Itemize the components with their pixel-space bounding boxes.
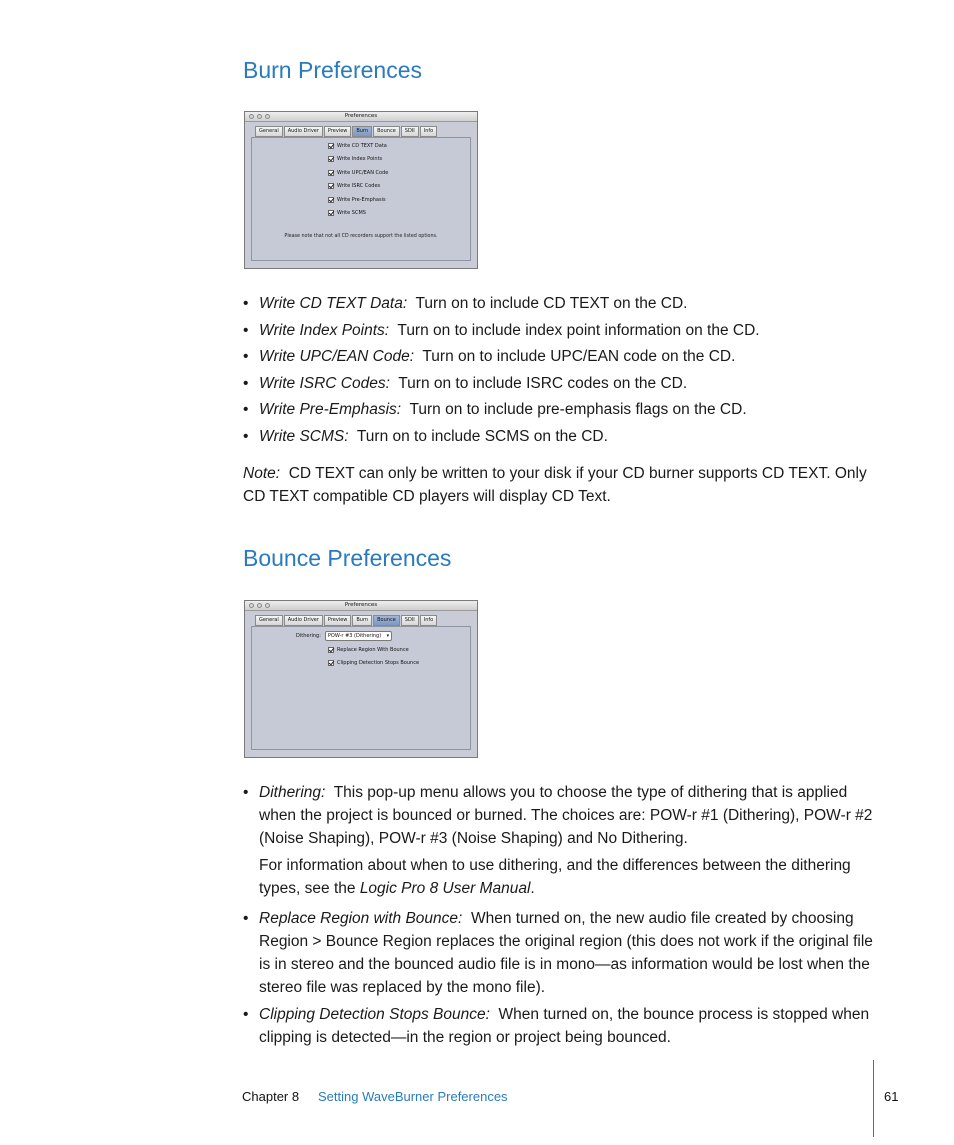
bounce-preferences-screenshot (244, 600, 478, 758)
preferences-tabs (255, 126, 437, 137)
dithering-select: POW-r #3 (Dithering) ▾ (325, 631, 392, 641)
tab-preview: Preview (324, 615, 351, 626)
window-title: Preferences (344, 113, 378, 119)
tab-burn: Burn (352, 615, 372, 626)
burn-options-panel (251, 137, 471, 261)
burn-preferences-screenshot (244, 111, 478, 269)
tab-bounce: Bounce (373, 615, 400, 626)
tab-preview: Preview (324, 126, 351, 137)
option-write-scms: Write SCMS (328, 210, 366, 216)
bounce-preferences-heading: Bounce Preferences (243, 545, 452, 571)
tab-burn: Burn (352, 126, 372, 137)
tab-info: Info (420, 615, 437, 626)
checkbox-checked-icon (328, 143, 334, 149)
list-item: • Write Pre-Emphasis: Turn on to include pre-emphasis flags on the CD. (243, 398, 873, 421)
option-write-upc-ean: Write UPC/EAN Code (328, 170, 388, 176)
tab-bounce: Bounce (373, 126, 400, 137)
list-item: • Dithering: This pop-up menu allows you to choose the type of dithering that is applied when the project is bounced or burned. The choices are: POW-r #1 (Dithering), POW-r #2 (Noise Shaping), POW-r #3 (Noise Shaping) and No Dithering. For information about when to use dithering, and the differences between the dithering types, see the Logic Pro 8 User Manual. (243, 781, 873, 900)
option-write-isrc: Write ISRC Codes (328, 183, 380, 189)
list-item: • Write SCMS: Turn on to include SCMS on the CD. (243, 425, 873, 448)
tab-audio-driver: Audio Driver (284, 126, 323, 137)
cd-text-note: Note: CD TEXT can only be written to your disk if your CD burner supports CD TEXT. Only CD TEXT compatible CD players will display CD Text. (243, 465, 867, 505)
bounce-options-list (243, 781, 873, 1049)
tab-general: General (255, 126, 283, 137)
option-write-cd-text: Write CD TEXT Data (328, 143, 387, 149)
checkbox-checked-icon (328, 660, 334, 666)
checkbox-checked-icon (328, 183, 334, 189)
tab-sdii: SDII (401, 126, 419, 137)
option-clipping-detection: Clipping Detection Stops Bounce (328, 660, 419, 666)
list-item: • Write Index Points: Turn on to include index point information on the CD. (243, 319, 873, 342)
list-item: • Write ISRC Codes: Turn on to include ISRC codes on the CD. (243, 372, 873, 395)
dithering-more-info: For information about when to use dithering, and the differences between the dithering types, see the Logic Pro 8 User Manual. (259, 857, 851, 897)
checkbox-checked-icon (328, 647, 334, 653)
checkbox-checked-icon (328, 197, 334, 203)
window-titlebar (245, 601, 477, 611)
footer-chapter: Chapter 8 (242, 1089, 300, 1104)
footer-section-title: Setting WaveBurner Preferences (318, 1089, 508, 1104)
option-replace-region: Replace Region With Bounce (328, 647, 409, 653)
list-item: • Write UPC/EAN Code: Turn on to include UPC/EAN code on the CD. (243, 345, 873, 368)
tab-general: General (255, 615, 283, 626)
burn-preferences-heading: Burn Preferences (243, 57, 422, 83)
window-titlebar (245, 112, 477, 122)
option-write-index-points: Write Index Points (328, 156, 382, 162)
checkbox-checked-icon (328, 156, 334, 162)
footer-divider (873, 1060, 874, 1137)
window-title: Preferences (344, 602, 378, 608)
tab-sdii: SDII (401, 615, 419, 626)
bounce-options-panel (251, 626, 471, 750)
burn-options-list (243, 292, 873, 448)
checkbox-checked-icon (328, 170, 334, 176)
list-item: • Write CD TEXT Data: Turn on to include CD TEXT on the CD. (243, 292, 873, 315)
list-item: • Clipping Detection Stops Bounce: When turned on, the bounce process is stopped when clipping is detected—in the region or project being bounced. (243, 1003, 873, 1049)
list-item: • Replace Region with Bounce: When turned on, the new audio file created by choosing Region > Bounce Region replaces the original region (this does not work if the original file is in stereo and the bounced audio file is in mono—as information would be lost when the stereo file was replaced by the mono file). (243, 907, 873, 999)
tab-audio-driver: Audio Driver (284, 615, 323, 626)
option-write-pre-emphasis: Write Pre-Emphasis (328, 197, 386, 203)
tab-info: Info (420, 126, 437, 137)
dithering-control (296, 631, 392, 641)
dithering-label: Dithering: (296, 633, 321, 639)
page-number: 61 (884, 1089, 899, 1104)
recorder-support-note: Please note that not all CD recorders support the listed options. (284, 234, 438, 239)
checkbox-checked-icon (328, 210, 334, 216)
preferences-tabs (255, 615, 437, 626)
